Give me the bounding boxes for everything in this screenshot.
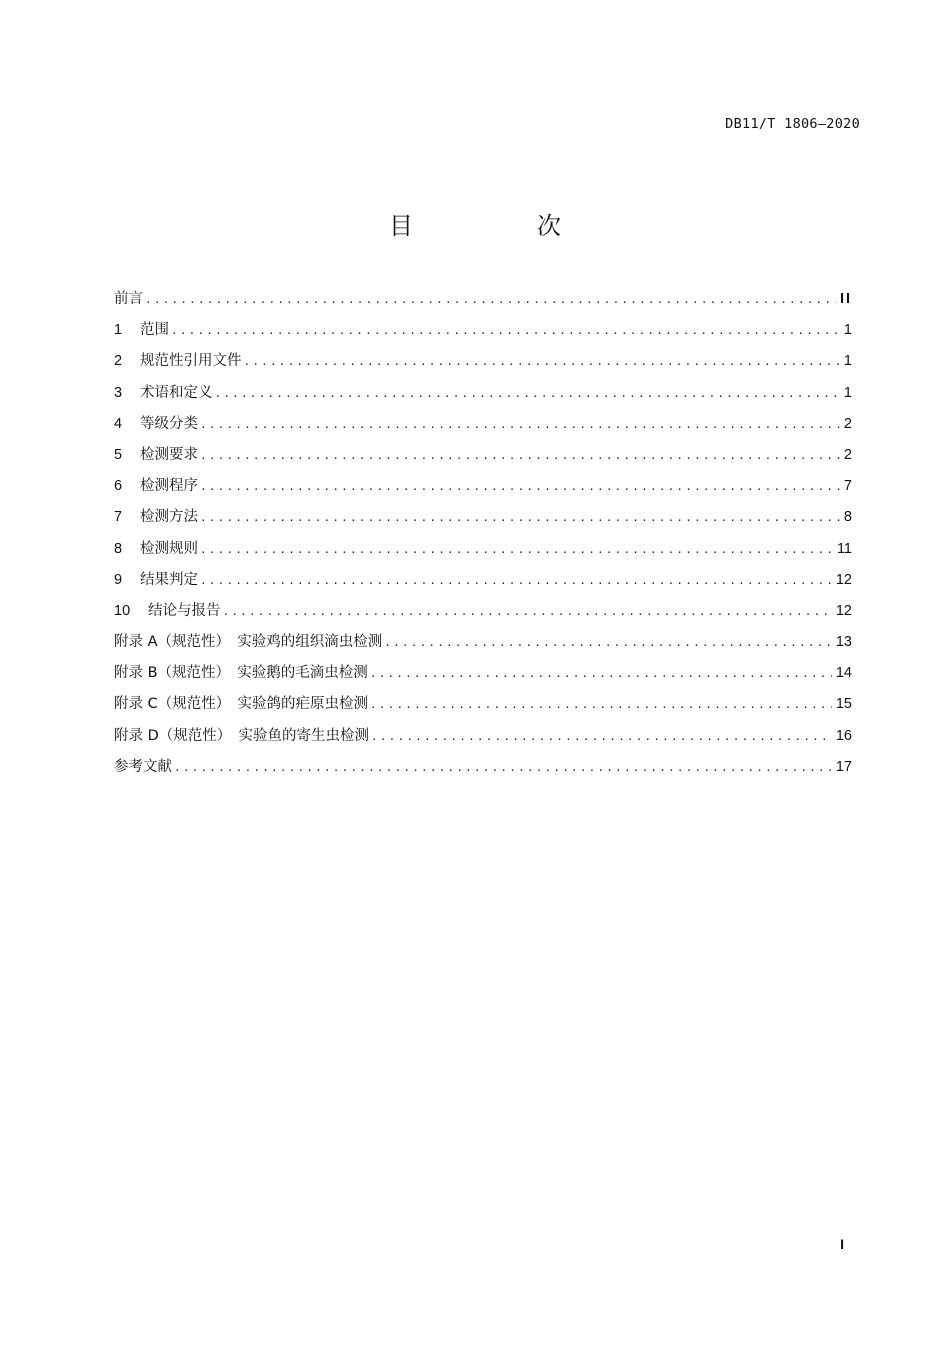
toc-leader-dots bbox=[223, 605, 832, 618]
toc-leader-dots bbox=[200, 543, 833, 556]
toc-entry-foreword[interactable] bbox=[114, 287, 852, 318]
toc-entry-page: 13 bbox=[835, 634, 852, 651]
toc-entry-4[interactable] bbox=[114, 412, 852, 443]
toc-entry-number: 2 bbox=[114, 353, 123, 370]
toc-entry-label: 等级分类 bbox=[140, 415, 198, 432]
toc-entry-6[interactable] bbox=[114, 474, 852, 505]
toc-entry-page: 11 bbox=[836, 540, 852, 557]
toc-entry-label: 检测要求 bbox=[140, 446, 198, 463]
toc-entry-appendix-b[interactable] bbox=[114, 661, 852, 692]
toc-entry-page: 12 bbox=[835, 571, 852, 588]
toc-entry-appendix-a[interactable] bbox=[114, 630, 852, 661]
toc-entry-label: 前言 bbox=[114, 291, 143, 307]
toc-entry-number: 4 bbox=[114, 415, 123, 432]
toc-leader-dots bbox=[145, 293, 836, 306]
toc-leader-dots bbox=[174, 761, 832, 774]
toc-leader-dots bbox=[200, 511, 840, 524]
toc-leader-dots bbox=[200, 449, 840, 462]
toc-entry-label: 附录 C（规范性） 实验鸽的疟原虫检测 bbox=[114, 696, 368, 713]
toc-entry-label: 范围 bbox=[140, 322, 169, 339]
toc-entry-page: 17 bbox=[835, 758, 852, 775]
toc-entry-3[interactable] bbox=[114, 381, 852, 412]
toc-entry-page: 12 bbox=[835, 602, 852, 619]
toc-entry-page: 1 bbox=[843, 322, 852, 339]
toc-entry-label: 附录 D（规范性） 实验鱼的寄生虫检测 bbox=[114, 727, 370, 744]
toc-entry-label: 检测程序 bbox=[140, 478, 198, 495]
toc-leader-dots bbox=[371, 730, 832, 743]
toc-entry-label: 检测方法 bbox=[140, 509, 198, 526]
toc-leader-dots bbox=[200, 574, 832, 587]
toc-entry-number: 8 bbox=[114, 540, 123, 557]
toc-entry-number: 7 bbox=[114, 509, 123, 526]
toc-entry-label: 结果判定 bbox=[140, 571, 198, 588]
toc-entry-label: 参考文献 bbox=[114, 758, 172, 775]
toc-entry-8[interactable] bbox=[114, 537, 852, 568]
toc-entry-number: 9 bbox=[114, 571, 123, 588]
toc-leader-dots bbox=[384, 636, 832, 649]
toc-entry-1[interactable] bbox=[114, 318, 852, 349]
toc-leader-dots bbox=[215, 387, 840, 400]
toc-entry-references[interactable] bbox=[114, 755, 852, 786]
toc-entry-label: 附录 A（规范性） 实验鸡的组织滴虫检测 bbox=[114, 634, 383, 651]
toc-entry-7[interactable] bbox=[114, 505, 852, 536]
toc-entry-number: 3 bbox=[114, 384, 123, 401]
toc-entry-page: 1 bbox=[843, 353, 852, 370]
page-title: 目 次 bbox=[389, 212, 611, 240]
toc-entry-page: 8 bbox=[843, 509, 852, 526]
toc-entry-10[interactable] bbox=[114, 599, 852, 630]
toc-entry-page: 16 bbox=[835, 727, 852, 744]
toc-leader-dots bbox=[171, 324, 840, 337]
toc-entry-appendix-d[interactable] bbox=[114, 724, 852, 755]
toc-entry-page: 7 bbox=[843, 478, 852, 495]
toc-entry-number: 5 bbox=[114, 446, 123, 463]
toc-entry-page: 1 bbox=[843, 384, 852, 401]
toc-leader-dots bbox=[200, 418, 840, 431]
toc-leader-dots bbox=[244, 355, 840, 368]
standard-code: DB11/T 1806—2020 bbox=[725, 116, 860, 132]
toc-leader-dots bbox=[370, 667, 832, 680]
toc-leader-dots bbox=[200, 480, 840, 493]
toc-entry-page: 2 bbox=[843, 415, 852, 432]
toc-entry-2[interactable] bbox=[114, 349, 852, 380]
toc-entry-label: 术语和定义 bbox=[140, 384, 213, 401]
toc-entry-number: 6 bbox=[114, 478, 123, 495]
page-number: I bbox=[840, 1236, 844, 1252]
toc-entry-label: 结论与报告 bbox=[148, 602, 221, 619]
toc-entry-label: 检测规则 bbox=[140, 540, 198, 557]
toc-entry-9[interactable] bbox=[114, 568, 852, 599]
toc-entry-number: 10 bbox=[114, 602, 131, 619]
toc-leader-dots bbox=[370, 698, 832, 711]
toc-entry-5[interactable] bbox=[114, 443, 852, 474]
toc-entry-page: 15 bbox=[835, 696, 852, 713]
toc-entry-page: II bbox=[839, 291, 852, 307]
toc-entry-appendix-c[interactable] bbox=[114, 692, 852, 723]
table-of-contents bbox=[114, 287, 852, 786]
toc-entry-page: 14 bbox=[835, 665, 852, 682]
toc-entry-label: 附录 B（规范性） 实验鹅的毛滴虫检测 bbox=[114, 665, 368, 682]
toc-entry-page: 2 bbox=[843, 446, 852, 463]
toc-entry-label: 规范性引用文件 bbox=[140, 353, 242, 370]
toc-entry-number: 1 bbox=[114, 322, 123, 339]
